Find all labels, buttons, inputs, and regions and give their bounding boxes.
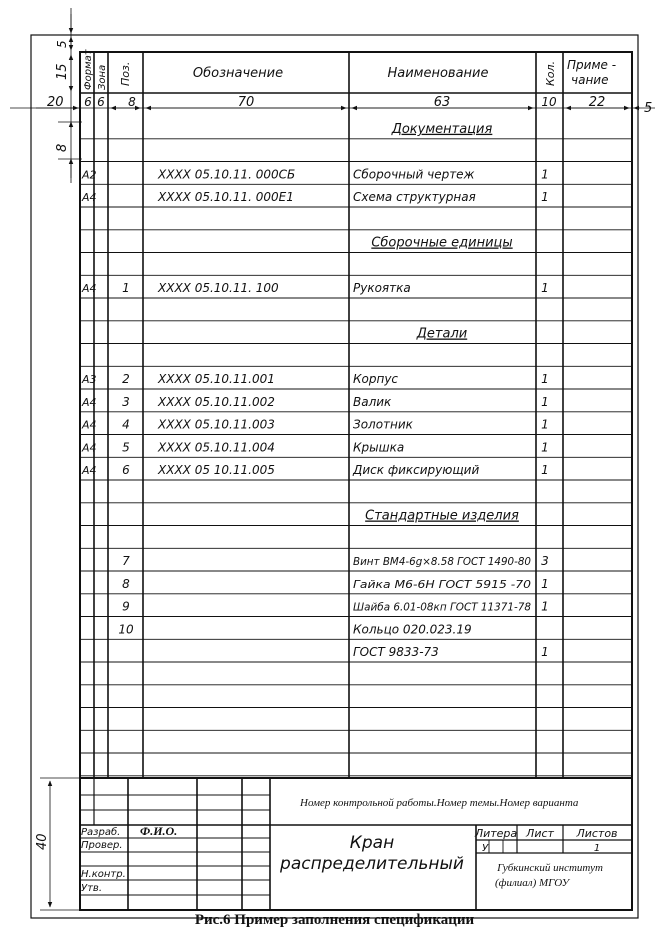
row-quantity: 1 [541,645,549,659]
row-name: Диск фиксирующий [353,463,480,477]
row-designation: XXXX 05.10.11.001 [158,372,275,386]
stamp-razrab-label: Разраб. [81,827,121,838]
dim-pos: 8 [128,95,136,109]
stamp-listov-label: Листов [576,827,618,840]
dim-top-5: 5 [55,40,69,48]
row-name: Сборочный чертеж [353,167,475,182]
row-quantity: 1 [541,190,549,204]
row-format: A4 [82,441,97,455]
row-quantity: 1 [541,281,549,295]
header-format: Формат [83,49,94,90]
row-quantity: 1 [541,440,549,455]
spec-rows [81,122,549,659]
row-quantity: 1 [541,372,549,386]
stamp-title-line1: Кран [349,833,395,853]
row-name: Крышка [353,440,405,455]
dim-row-8: 8 [55,143,70,152]
row-designation: XXXX 05.10.11.003 [158,417,275,432]
row-quantity: 1 [541,576,549,591]
row-quantity: 1 [541,599,549,614]
stamp-listov-value: 1 [593,843,601,854]
dim-right-margin: 5 [644,101,653,116]
row-position: 10 [118,622,134,637]
row-name: Валик [353,394,392,409]
row-position: 6 [122,463,130,477]
header-note-line1: Приме - [567,58,617,72]
dim-stamp-40: 40 [35,833,50,850]
row-position: 7 [122,554,130,568]
dim-name: 63 [433,95,451,110]
row-format: A4 [82,395,97,409]
dim-zone: 6 [97,95,105,109]
row-lines [80,139,632,776]
dim-designation: 70 [237,95,255,110]
section-heading: Детали [416,326,468,342]
row-quantity: 1 [541,167,549,182]
left-dimensions [40,8,82,910]
section-heading: Стандартные изделия [365,508,519,524]
dim-qty: 10 [541,95,557,109]
header-designation: Обозначение [192,66,284,81]
dim-format: 6 [84,95,92,109]
row-position: 3 [122,394,130,409]
stamp-nkontr-label: Н.контр. [81,869,126,880]
section-heading: Документация [391,121,493,137]
column-lines [94,52,563,778]
stamp-list-label: Лист [526,827,554,840]
row-format: A4 [82,464,97,477]
row-quantity: 1 [541,463,549,477]
stamp-document-code: Номер контрольной работы.Номер темы.Номер варианта [300,797,579,809]
dim-note: 22 [588,95,606,110]
row-format: A4 [82,418,97,432]
dim-left-margin: 20 [47,95,64,110]
row-quantity: 1 [541,394,549,409]
row-format: A3 [82,373,97,386]
stamp-org-line1: Губкинский институт [497,862,603,874]
stamp-litera-value: У [482,843,489,854]
stamp-title-line2: распределительный [280,854,464,874]
row-format: A2 [82,168,97,182]
row-name: ГОСТ 9833-73 [353,645,439,659]
row-designation: XXXX 05.10.11. 000Е1 [158,190,294,204]
stamp-prover-label: Провер. [81,840,123,851]
header-qty: Кол. [544,60,557,86]
row-position: 4 [122,417,130,432]
row-quantity: 3 [541,554,549,568]
row-name: Кольцо 020.023.19 [353,622,472,637]
row-name: Схема структурная [353,190,476,204]
row-name: Рукоятка [353,281,411,295]
header-pos: Поз. [119,61,132,86]
dim-top-15: 15 [55,63,70,80]
stamp-author-name: Ф.И.О. [140,824,178,838]
row-designation: XXXX 05 10.11.005 [158,463,275,477]
row-name: Корпус [353,372,399,386]
row-quantity: 1 [541,417,549,432]
row-position: 1 [122,281,130,295]
row-name: Гайка М6-6Н ГОСТ 5915 -70 [353,578,532,591]
stamp-litera-label: Литера [474,827,518,840]
header-note-line2: чание [571,73,609,87]
header-zone: Зона [97,64,108,90]
row-designation: XXXX 05.10.11. 000СБ [158,167,296,182]
row-position: 8 [122,576,130,591]
row-format: A4 [82,282,97,295]
row-format: A4 [82,191,97,204]
row-designation: XXXX 05.10.11.004 [158,440,275,455]
figure-caption: Рис.6 Пример заполнения спецификации [194,912,475,928]
row-position: 2 [122,372,130,386]
section-heading: Сборочные единицы [371,235,513,251]
row-name: Золотник [353,417,413,432]
row-position: 5 [122,440,130,455]
row-position: 9 [122,599,130,614]
row-designation: XXXX 05.10.11. 100 [158,281,279,295]
header-name: Наименование [387,66,489,81]
stamp-org-line2: (филиал) МГОУ [495,877,569,889]
stamp-utv-label: Утв. [81,883,102,894]
row-designation: XXXX 05.10.11.002 [158,394,275,409]
row-name: Шайба 6.01-08кп ГОСТ 11371-78 [353,601,532,614]
row-name: Винт ВМ4-6g×8.58 ГОСТ 1490-80 [353,556,532,568]
